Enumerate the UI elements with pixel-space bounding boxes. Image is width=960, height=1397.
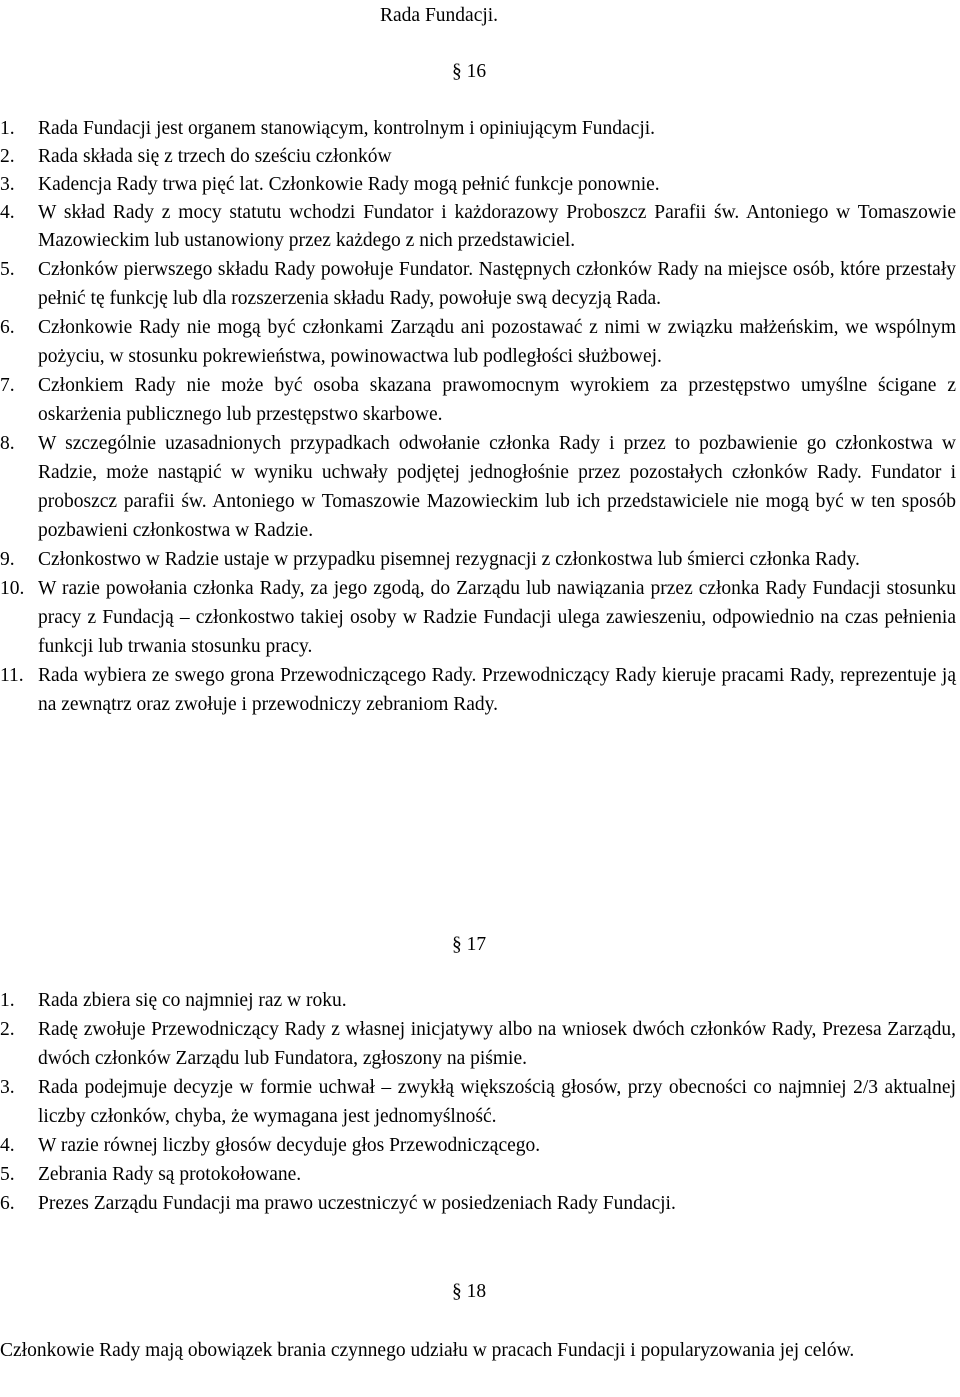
item-number: 1. <box>0 118 15 139</box>
item-number: 4. <box>0 202 15 223</box>
list-item <box>0 255 956 313</box>
list-item <box>0 661 956 719</box>
list-item <box>0 199 956 255</box>
list-item <box>0 986 956 1015</box>
item-number: 10. <box>0 578 25 599</box>
list-item <box>0 1015 956 1073</box>
item-text: Członków pierwszego składu Rady powołuje Fundator. Następnych członków Rady na miejsce osób, które przestały pełnić tę funkcję lub dla rozszerzenia składu Rady, powołuje swą decyzją Rada. <box>38 259 956 309</box>
document-heading: Rada Fundacji. <box>380 5 499 26</box>
item-text: W razie równej liczby głosów decyduje głos Przewodniczącego. <box>38 1135 541 1156</box>
item-text: W razie powołania członka Rady, za jego zgodą, do Zarządu lub nawiązania przez członka Rady Fundacji stosunku pracy z Fundacją – członkostwo takiej osoby w Radzie Fundacji ulega zawieszeniu, odpowiednio na czas pełnienia funkcji lub trwania stosunku pracy. <box>38 578 956 657</box>
item-number: 2. <box>0 1019 15 1040</box>
item-number: 6. <box>0 1193 15 1214</box>
section-16-list <box>0 115 956 719</box>
section-18-paragraph: Członkowie Rady mają obowiązek brania czynnego udziału w pracach Fundacji i popularyzowania jej celów. <box>0 1340 855 1361</box>
item-text: Rada składa się z trzech do sześciu członków <box>38 146 392 167</box>
item-text: Członkostwo w Radzie ustaje w przypadku pisemnej rezygnacji z członkostwa lub śmierci członka Rady. <box>38 549 860 570</box>
item-text: Rada zbiera się co najmniej raz w roku. <box>38 990 347 1011</box>
item-text: Członkiem Rady nie może być osoba skazana prawomocnym wyrokiem za przestępstwo umyślne ścigane z oskarżenia publicznego lub przestępstwo skarbowe. <box>38 375 956 425</box>
list-item <box>0 574 956 661</box>
list-item <box>0 371 956 429</box>
list-item <box>0 545 956 574</box>
item-number: 5. <box>0 259 15 280</box>
section-17-mark: § 17 <box>452 934 487 955</box>
item-text: Radę zwołuje Przewodniczący Rady z własnej inicjatywy albo na wniosek dwóch członków Rady, Prezesa Zarządu, dwóch członków Zarządu lub Fundatora, zgłoszony na piśmie. <box>38 1019 956 1069</box>
item-number: 3. <box>0 1077 15 1098</box>
item-text: W szczególnie uzasadnionych przypadkach odwołanie członka Rady i przez to pozbawienie go członkostwa w Radzie, może nastąpić w wyniku uchwały podjętej jednogłośnie przez pozostałych członków Rady. Fundator i proboszcz parafii św. Antoniego w Tomaszowie Mazowieckim lub ich przedstawiciele nie mogą być w ten sposób pozbawieni członkostwa w Radzie. <box>38 433 956 541</box>
item-number: 9. <box>0 549 15 570</box>
list-item <box>0 429 956 545</box>
list-item <box>0 1131 956 1160</box>
item-text: Kadencja Rady trwa pięć lat. Członkowie Rady mogą pełnić funkcje ponownie. <box>38 174 660 195</box>
item-text: Członkowie Rady nie mogą być członkami Zarządu ani pozostawać z nimi w związku małżeńskim, we wspólnym pożyciu, w stosunku pokrewieństwa, powinowactwa lub podległości służbowej. <box>38 317 956 367</box>
item-number: 8. <box>0 433 15 454</box>
item-number: 6. <box>0 317 15 338</box>
list-item <box>0 1160 956 1189</box>
list-item <box>0 1189 956 1218</box>
item-number: 4. <box>0 1135 15 1156</box>
item-number: 5. <box>0 1164 15 1185</box>
list-item <box>0 1073 956 1131</box>
list-item <box>0 115 956 143</box>
list-item <box>0 171 956 199</box>
section-17-list <box>0 986 956 1218</box>
item-number: 1. <box>0 990 15 1011</box>
list-item <box>0 143 956 171</box>
section-18-mark: § 18 <box>452 1281 487 1302</box>
item-number: 11. <box>0 665 24 686</box>
list-item <box>0 313 956 371</box>
item-text: Prezes Zarządu Fundacji ma prawo uczestniczyć w posiedzeniach Rady Fundacji. <box>38 1193 676 1214</box>
item-text: Rada Fundacji jest organem stanowiącym, kontrolnym i opiniującym Fundacji. <box>38 118 656 139</box>
item-text: Zebrania Rady są protokołowane. <box>38 1164 302 1185</box>
item-text: W skład Rady z mocy statutu wchodzi Fundator i każdorazowy Proboszcz Parafii św. Antoniego w Tomaszowie Mazowieckim lub ustanowiony przez każdego z nich przedstawiciel. <box>38 202 956 251</box>
item-text: Rada wybiera ze swego grona Przewodniczącego Rady. Przewodniczący Rady kieruje pracami Rady, reprezentuje ją na zewnątrz oraz zwołuje i przewodniczy zebraniom Rady. <box>38 665 956 715</box>
item-number: 3. <box>0 174 15 195</box>
section-16-mark: § 16 <box>452 61 487 82</box>
item-text: Rada podejmuje decyzje w formie uchwał – zwykłą większością głosów, przy obecności co najmniej 2/3 aktualnej liczby członków, chyba, że wymagana jest jednomyślność. <box>38 1077 956 1127</box>
item-number: 2. <box>0 146 15 167</box>
item-number: 7. <box>0 375 15 396</box>
